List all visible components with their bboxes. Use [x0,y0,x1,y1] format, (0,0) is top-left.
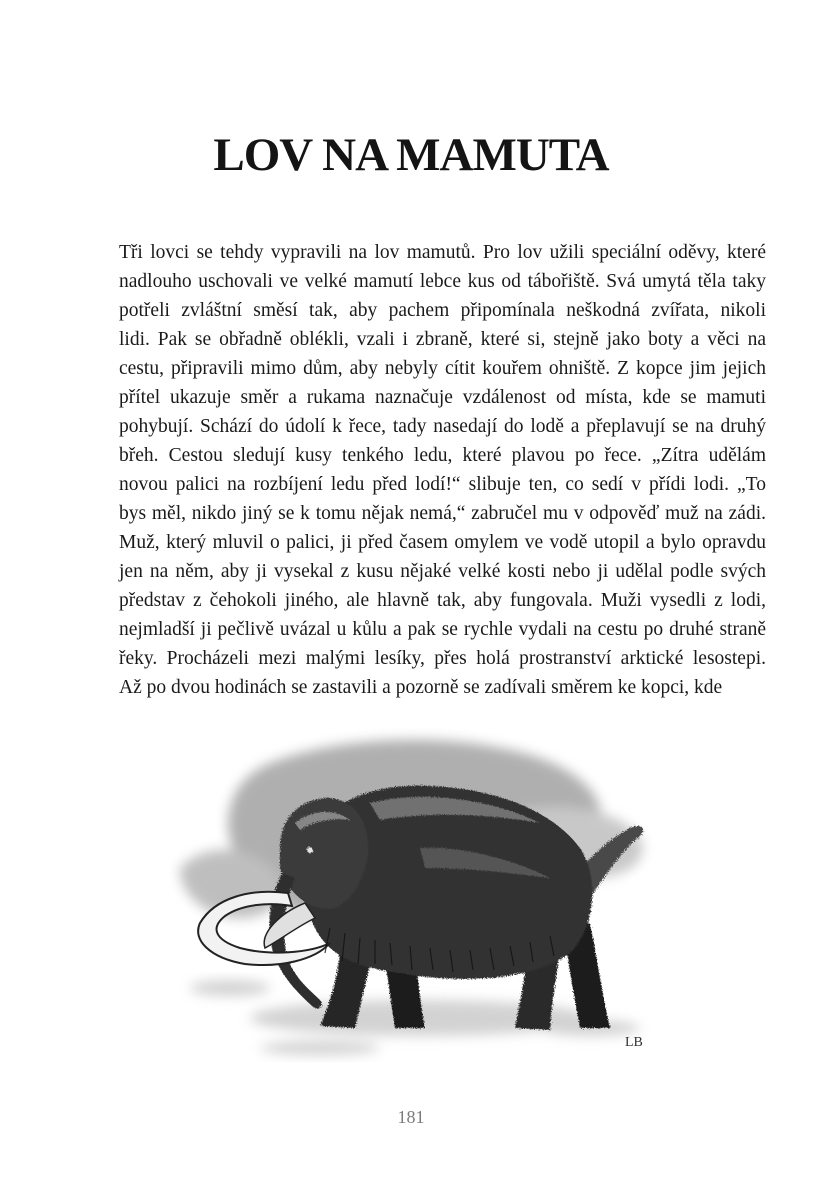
page-number: 181 [397,1107,425,1127]
text-line: pohybují. Schází do údolí k řece, tady nasedají do lodě a přeplavují se na druhý [119,416,766,437]
text-line: Muž, který mluvil o palici, ji před časem omylem ve vodě utopil a bylo opravdu [119,532,766,553]
text-line: Až po dvou hodinách se zastavili a pozorně se zadívali směrem ke kopci, kde [119,677,723,698]
artist-signature: LB [625,1035,643,1050]
text-line: Tři lovci se tehdy vypravili na lov mamutů. Pro lov užili speciální oděvy, které [119,242,766,263]
text-line: nadlouho uschovali ve velké mamutí lebce kus od tábořiště. Svá umytá těla taky [119,271,766,292]
mammoth-illustration [170,728,660,1068]
text-line: jen na něm, aby ji vysekal z kusu nějaké velké kosti nebo ji udělal podle svých [119,561,766,582]
text-line: řeky. Procházeli mezi malými lesíky, přes holá prostranství arktické lesostepi. [119,648,766,669]
text-line: představ z čehokoli jiného, ale hlavně tak, aby fungovala. Muži vysedli z lodi, [119,590,766,611]
text-line: bys měl, nikdo jiný se k tomu nějak nemá,“ zabručel mu v odpověď muž na zádi. [119,503,766,524]
text-line: břeh. Cestou sledují kusy tenkého ledu, které plavou po řece. „Zítra udělám [119,445,766,466]
text-line: nejmladší ji pečlivě uvázal u kůlu a pak se rychle vydali na cestu po druhé straně [119,619,766,640]
text-line: přítel ukazuje směr a rukama naznačuje vzdálenost od místa, kde se mamuti [119,387,766,408]
text-line: lidi. Pak se obřadně oblékli, vzali i zbraně, které si, stejně jako boty a věci na [119,329,766,350]
body-text [119,238,766,702]
text-line: cestu, připravili mimo dům, aby nebyly cítit kouřem ohniště. Z kopce jim jejich [119,358,766,379]
text-line: novou palici na rozbíjení ledu před lodí!“ slibuje ten, co sedí v přídi lodi. „To [119,474,766,495]
chapter-title: LOV NA MAMUTA [213,129,609,181]
text-line: potřeli zvláštní směsí tak, aby pachem připomínala neškodná zvířata, nikoli [119,300,766,321]
